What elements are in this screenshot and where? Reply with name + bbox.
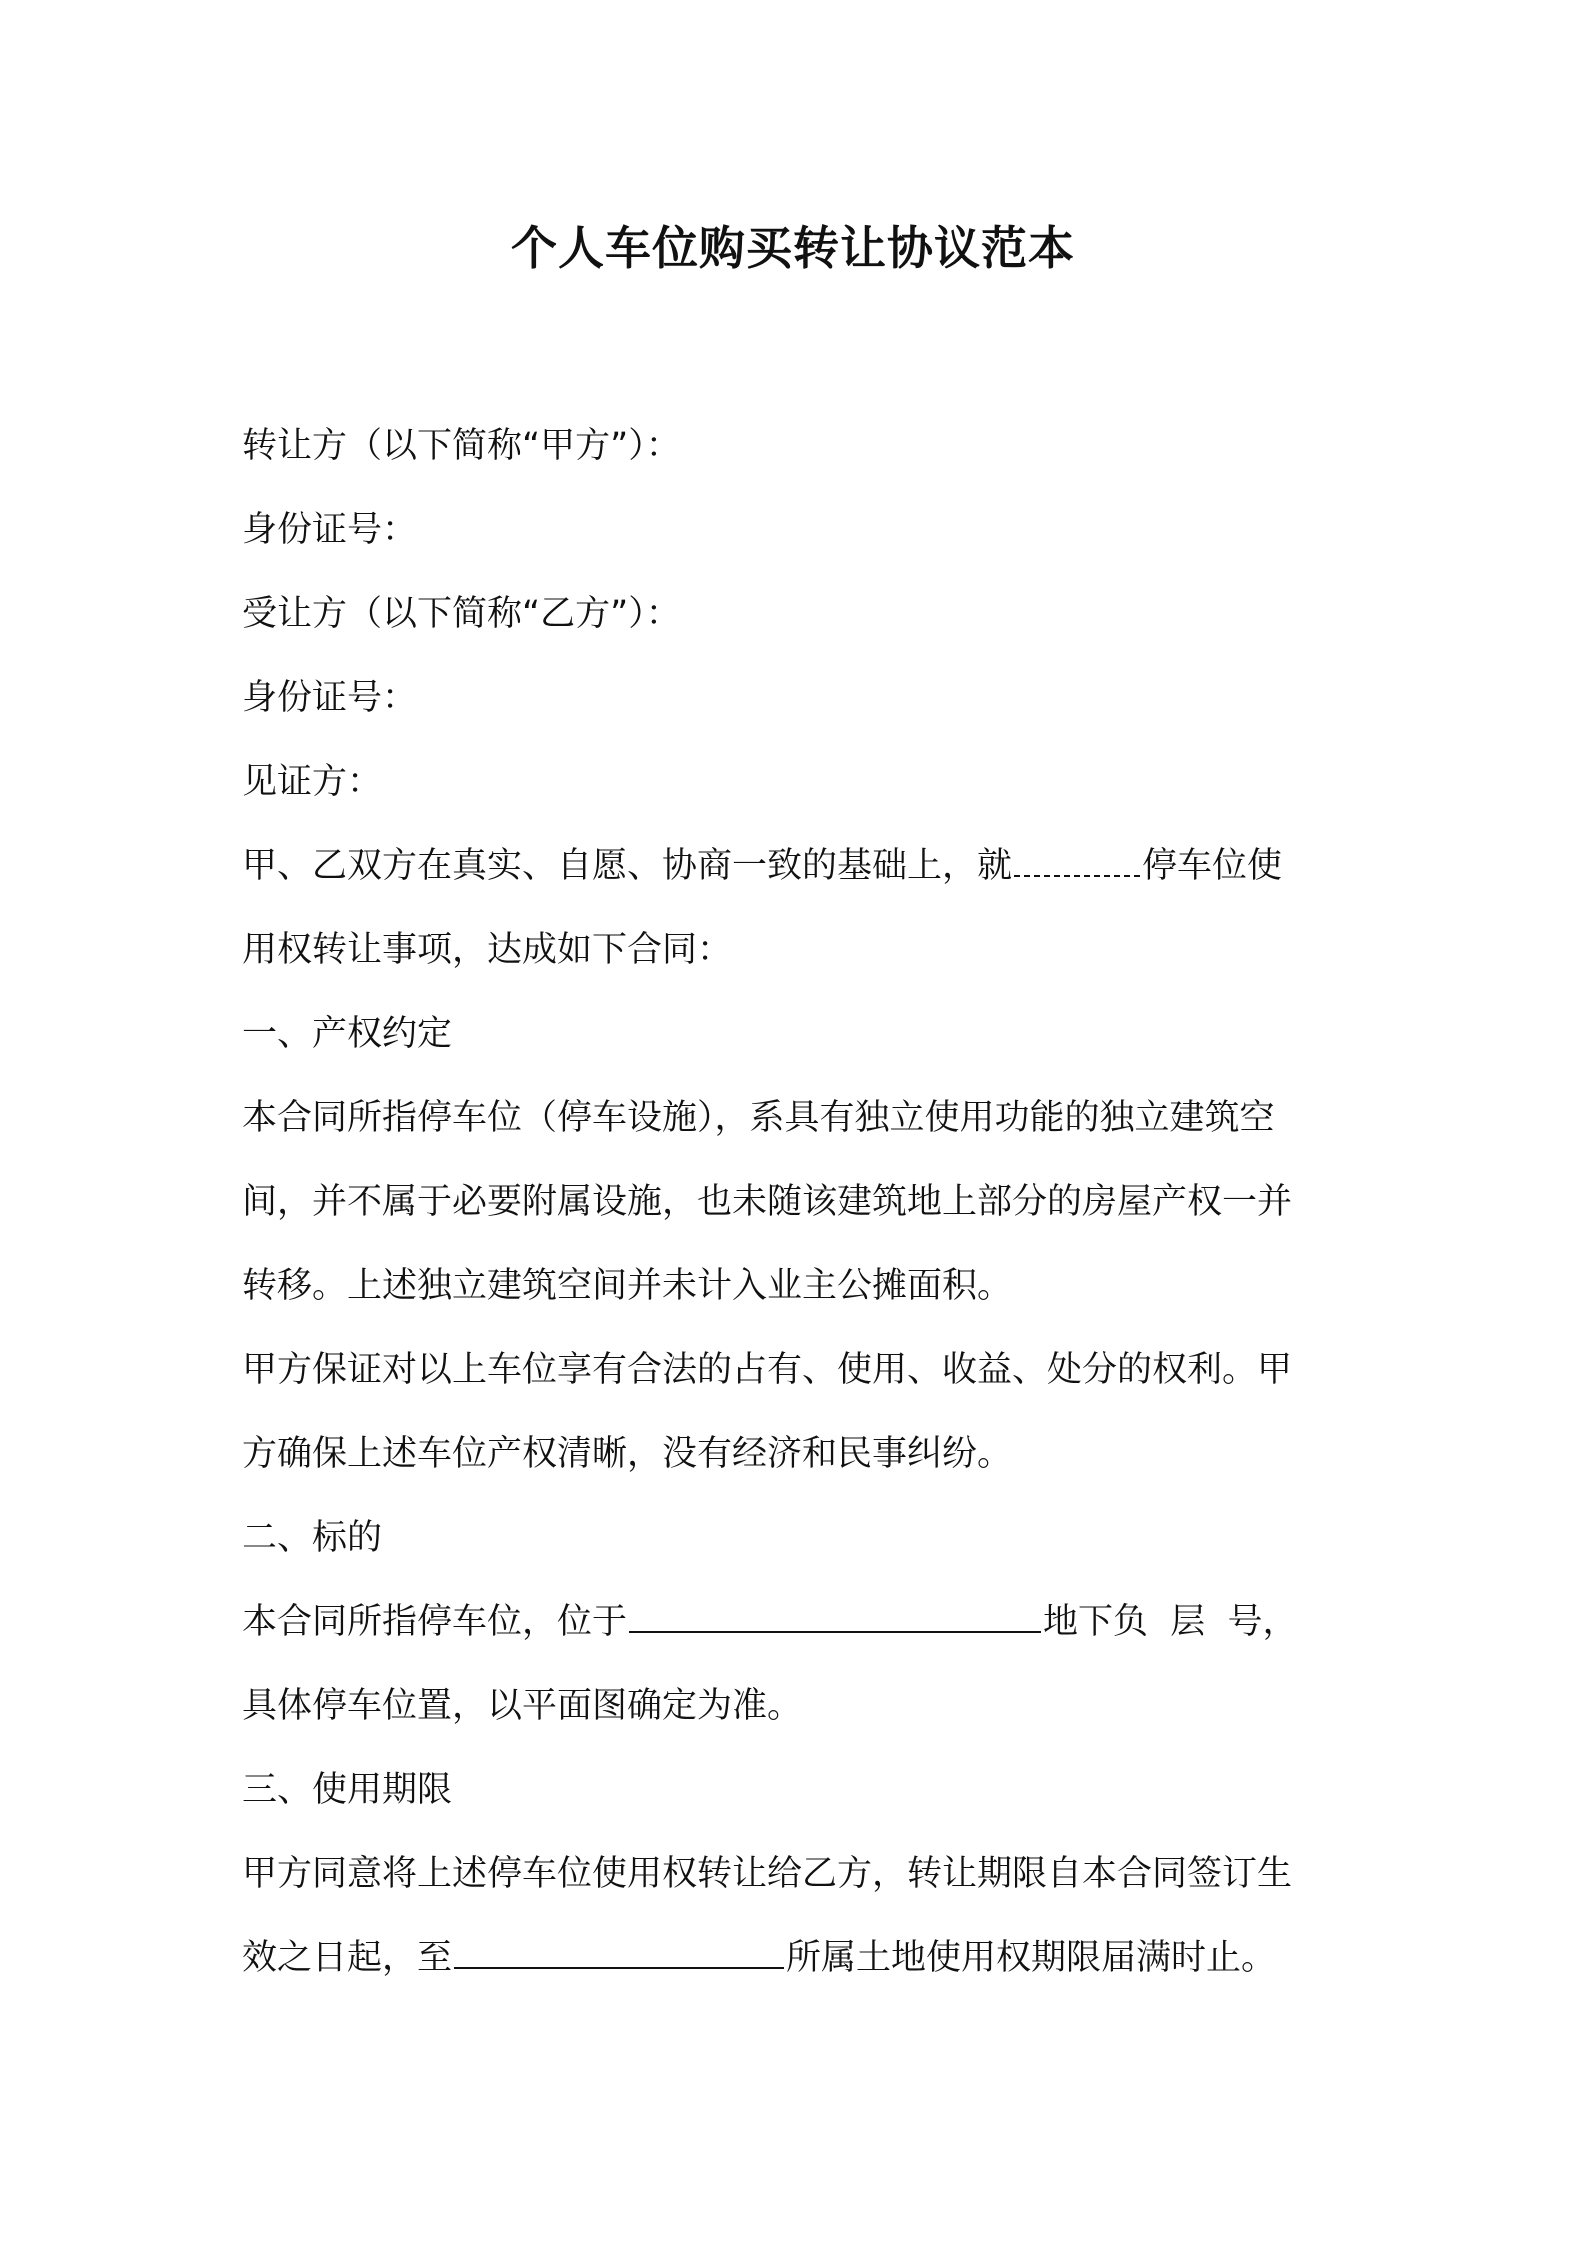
section-2-text-2: 地下负 层 号， bbox=[1043, 1602, 1298, 1642]
section-2-heading bbox=[242, 1496, 1362, 1580]
section-3-text-2: 效之日起，至 bbox=[242, 1938, 453, 1978]
transferee-line bbox=[242, 572, 1362, 656]
section-1-text-5: 方确保上述车位产权清晰，没有经济和民事纠纷。 bbox=[242, 1434, 1013, 1474]
section-2-line-2 bbox=[242, 1664, 1362, 1748]
section-1-para-1-line-2 bbox=[242, 1160, 1362, 1244]
section-2-text-1: 本合同所指停车位，位于 bbox=[242, 1602, 628, 1642]
section-1-heading bbox=[242, 992, 1362, 1076]
location-blank bbox=[629, 1601, 1041, 1633]
parking-name-blank bbox=[1014, 845, 1140, 877]
section-2-text-3: 具体停车位置，以平面图确定为准。 bbox=[242, 1686, 803, 1726]
transferor-line bbox=[242, 404, 1362, 488]
section-3-text-3: 所属土地使用权期限届满时止。 bbox=[786, 1938, 1277, 1978]
preamble-line-2 bbox=[242, 908, 1362, 992]
section-3-text-1: 甲方同意将上述停车位使用权转让给乙方，转让期限自本合同签订生 bbox=[242, 1854, 1293, 1894]
transferee-id-label: 身份证号： bbox=[242, 678, 418, 718]
preamble-text-2: 停车位使 bbox=[1142, 846, 1283, 886]
term-end-blank bbox=[454, 1937, 784, 1969]
section-1-text-2: 间，并不属于必要附属设施，也未随该建筑地上部分的房屋产权一并 bbox=[242, 1182, 1293, 1222]
section-1-text-1: 本合同所指停车位（停车设施），系具有独立使用功能的独立建筑空 bbox=[242, 1098, 1275, 1138]
transferee-label: 受让方（以下简称“乙方”）： bbox=[242, 594, 681, 634]
transferor-label: 转让方（以下简称“甲方”）： bbox=[242, 426, 681, 466]
section-1-para-2-line-2 bbox=[242, 1412, 1362, 1496]
transferor-id-label: 身份证号： bbox=[242, 510, 418, 550]
section-2-line-1 bbox=[242, 1580, 1362, 1664]
section-1-para-1-line-1 bbox=[242, 1076, 1362, 1160]
section-1-text-4: 甲方保证对以上车位享有合法的占有、使用、收益、处分的权利。甲 bbox=[242, 1350, 1293, 1390]
section-3-line-1 bbox=[242, 1832, 1362, 1916]
section-1-para-1-line-3 bbox=[242, 1244, 1362, 1328]
document-title: 个人车位购买转让协议范本 bbox=[511, 221, 1075, 275]
section-2-title: 二、标的 bbox=[242, 1518, 383, 1558]
section-1-text-3: 转移。上述独立建筑空间并未计入业主公摊面积。 bbox=[242, 1266, 1013, 1306]
witness-line bbox=[242, 740, 1362, 824]
preamble-text-1: 甲、乙双方在真实、自愿、协商一致的基础上，就 bbox=[242, 846, 1013, 886]
transferee-id-line bbox=[242, 656, 1362, 740]
preamble-text-3: 用权转让事项，达成如下合同： bbox=[242, 930, 733, 970]
section-3-heading bbox=[242, 1748, 1362, 1832]
preamble-line-1 bbox=[242, 824, 1362, 908]
section-3-title: 三、使用期限 bbox=[242, 1770, 453, 1810]
witness-label: 见证方： bbox=[242, 762, 383, 802]
section-3-line-2 bbox=[242, 1916, 1362, 2000]
document-body bbox=[242, 404, 1362, 2000]
transferor-id-line bbox=[242, 488, 1362, 572]
section-1-para-2-line-1 bbox=[242, 1328, 1362, 1412]
section-1-title: 一、产权约定 bbox=[242, 1014, 453, 1054]
